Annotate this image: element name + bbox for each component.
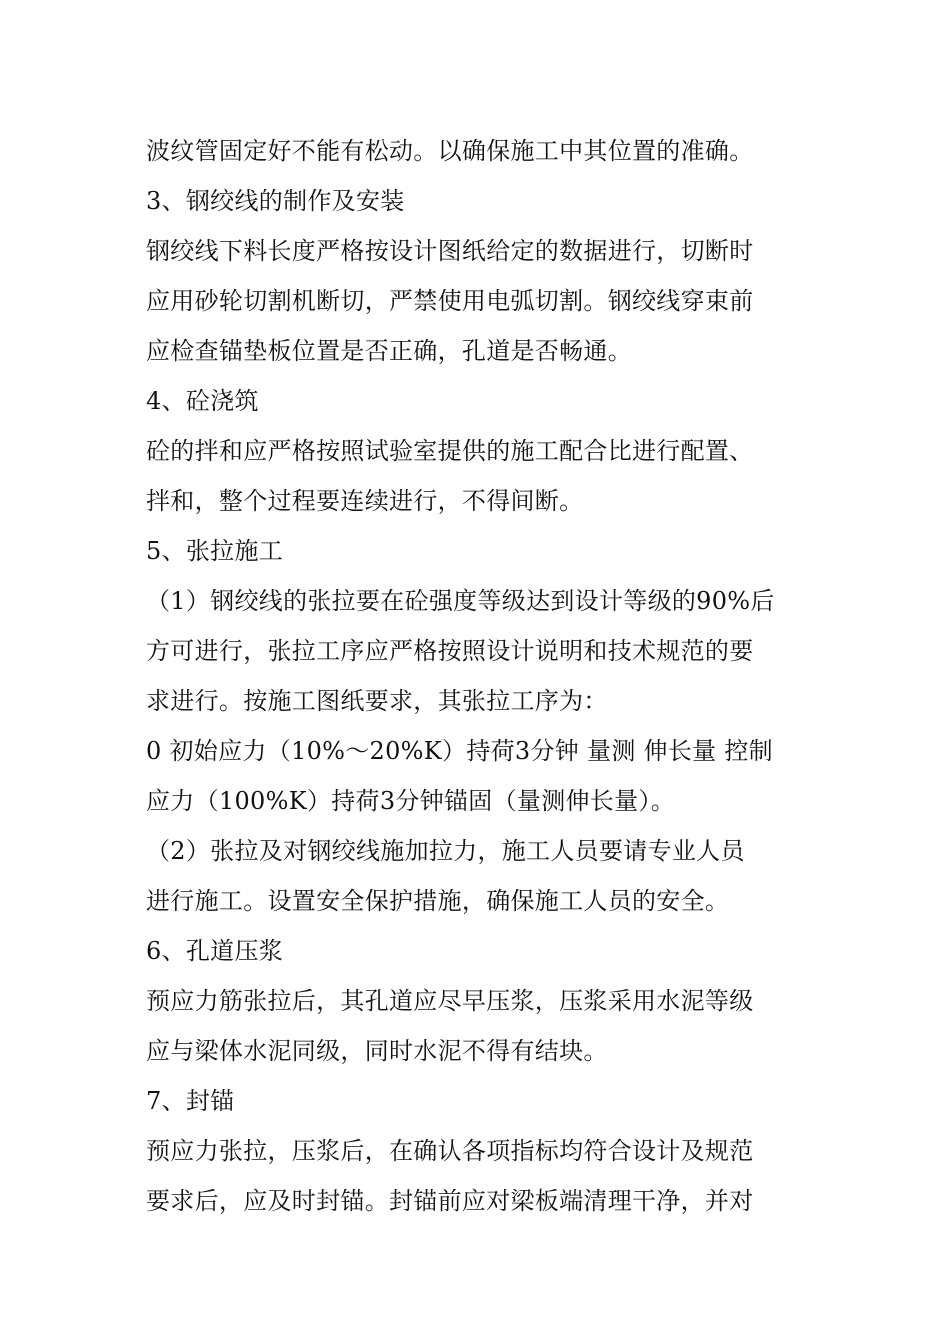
text-line: 应检查锚垫板位置是否正确，孔道是否畅通。	[146, 337, 632, 365]
text-line: 波纹管固定好不能有松动。以确保施工中其位置的准确。	[146, 137, 754, 165]
text-line: （1）钢绞线的张拉要在砼强度等级达到设计等级的90%后	[146, 587, 775, 615]
text-line: 拌和，整个过程要连续进行，不得间断。	[146, 487, 584, 515]
text-line: 进行施工。设置安全保护措施，确保施工人员的安全。	[146, 887, 730, 915]
section-heading: 5、张拉施工	[146, 537, 284, 565]
text-line: 砼的拌和应严格按照试验室提供的施工配合比进行配置、	[146, 437, 754, 465]
section-heading: 7、封锚	[146, 1087, 235, 1115]
text-line: 应力（100%K）持荷3分钟锚固（量测伸长量）。	[146, 787, 676, 815]
section-heading: 3、钢绞线的制作及安装	[146, 187, 405, 215]
text-line: 0 初始应力（10%～20%K）持荷3分钟 量测 伸长量 控制	[146, 737, 773, 765]
text-line: 方可进行，张拉工序应严格按照设计说明和技术规范的要	[146, 637, 754, 665]
text-line: 钢绞线下料长度严格按设计图纸给定的数据进行，切断时	[146, 237, 754, 265]
text-line: 应用砂轮切割机断切，严禁使用电弧切割。钢绞线穿束前	[146, 287, 754, 315]
text-line: 预应力筋张拉后，其孔道应尽早压浆，压浆采用水泥等级	[146, 987, 754, 1015]
section-heading: 6、孔道压浆	[146, 937, 284, 965]
text-line: （2）张拉及对钢绞线施加拉力，施工人员要请专业人员	[146, 837, 745, 865]
text-line: 应与梁体水泥同级，同时水泥不得有结块。	[146, 1037, 608, 1065]
text-line: 求进行。按施工图纸要求，其张拉工序为：	[146, 687, 608, 715]
text-line: 预应力张拉，压浆后，在确认各项指标均符合设计及规范	[146, 1137, 754, 1165]
text-line: 要求后，应及时封锚。封锚前应对梁板端清理干净，并对	[146, 1187, 754, 1215]
section-heading: 4、砼浇筑	[146, 387, 259, 415]
